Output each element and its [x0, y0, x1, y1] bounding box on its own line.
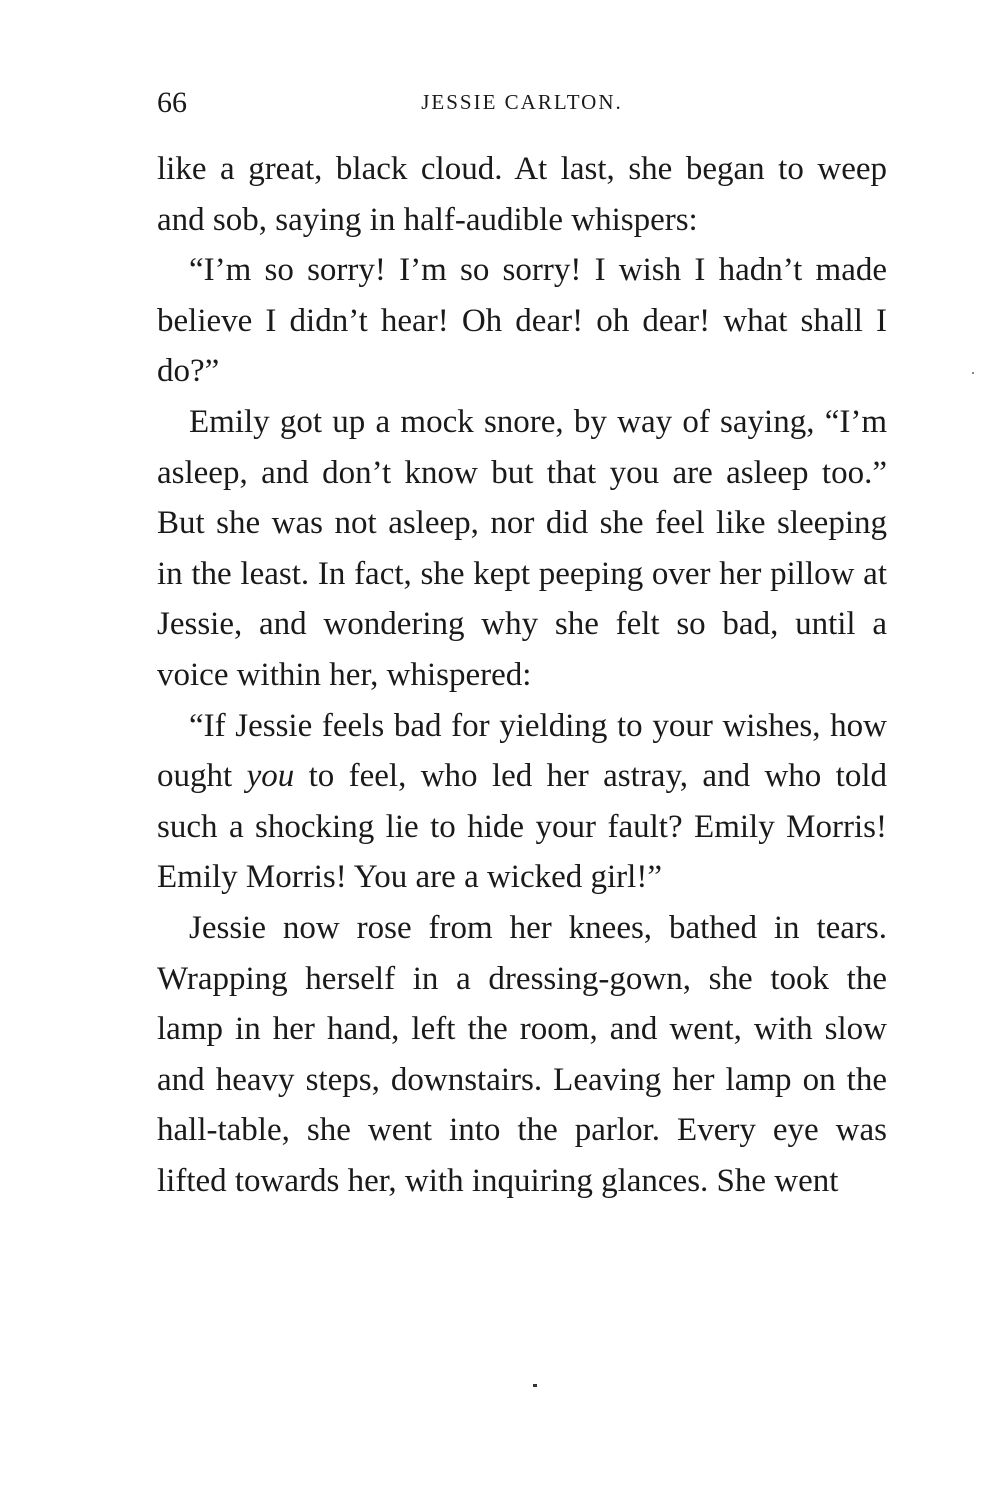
book-page — [157, 86, 887, 1206]
paragraph-4-after: to feel, who led her astray, and who told such a shocking lie to hide your fault? Emily Morris! Emily Morris! You are a wicked girl!” — [157, 758, 888, 896]
paragraph-1: like a great, black cloud. At last, she began to weep and sob, saying in half-audible whispers: — [157, 151, 887, 238]
running-header — [157, 86, 887, 126]
page-number: 66 — [157, 86, 187, 119]
emphasis-you: you — [246, 758, 295, 795]
footer-speck — [533, 1384, 537, 1387]
body-text — [157, 144, 887, 1206]
paragraph-4-before: “If Jessie feels bad for yielding to your wishes, how ought — [157, 707, 887, 795]
margin-speck — [972, 372, 974, 374]
paragraph-5: Jessie now rose from her knees, bathed in tears. Wrapping herself in a dressing-gown, she took the lamp in her hand, left the room, and went, with slow and heavy steps, downstairs. Leaving her lamp on the hall-table, she went into the parlor. Every eye was lifted towards her, with inquiring glances. She went — [157, 909, 887, 1199]
paragraph-4 — [157, 701, 887, 903]
paragraph-3: Emily got up a mock snore, by way of saying, “I’m asleep, and don’t know but that you are asleep too.” But she was not asleep, nor did she feel like sleeping in the least. In fact, she kept peeping over her pillow at Jessie, and wondering why she felt so bad, until a voice within her, whispered: — [157, 403, 887, 693]
paragraph-2: “I’m so sorry! I’m so sorry! I wish I hadn’t made believe I didn’t hear! Oh dear! oh dear! what shall I do?” — [157, 252, 887, 390]
running-title: JESSIE CARLTON. — [421, 90, 623, 114]
